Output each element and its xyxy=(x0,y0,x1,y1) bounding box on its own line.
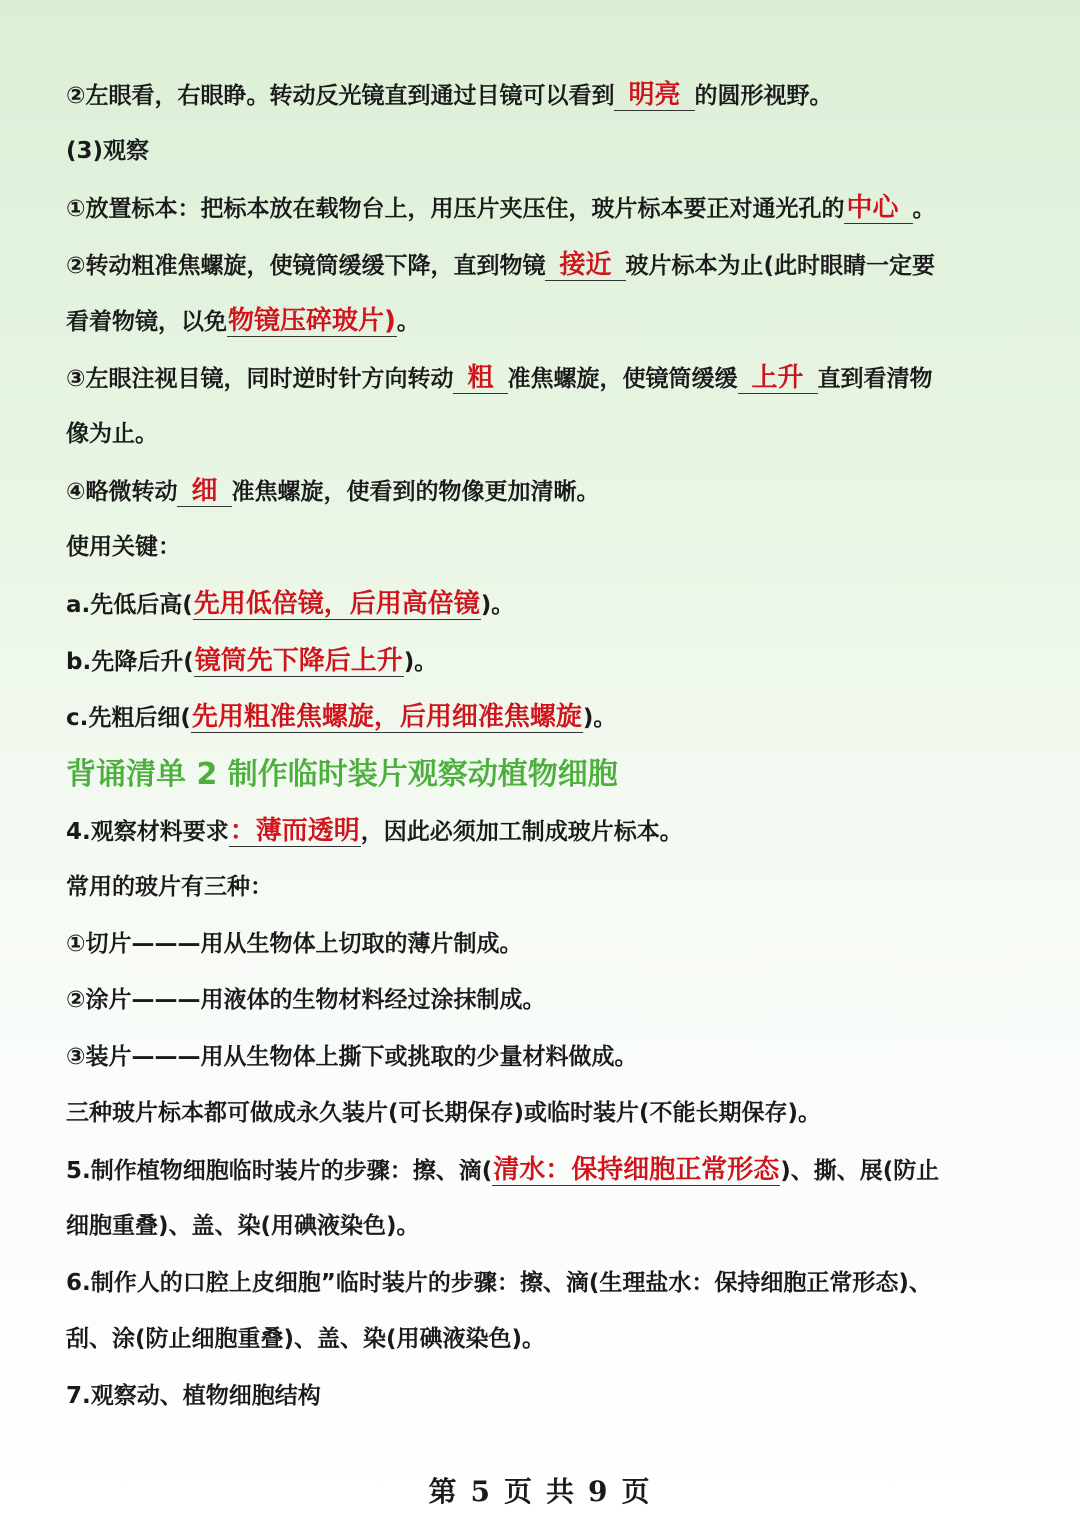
answer-blank: 物镜压碎玻片) xyxy=(228,306,396,336)
page-number: 5 xyxy=(470,1475,492,1508)
line-key-a: a.先低后高(先用低倍镜，后用高倍镜)。 xyxy=(66,589,515,619)
line-coarse-focus-down: ②转动粗准焦螺旋，使镜筒缓缓下降，直到物镜 接近 玻片标本为止(此时眼睛一定要 xyxy=(66,250,936,280)
line-material-requirement: 4.观察材料要求：薄而透明，因此必须加工制成玻片标本。 xyxy=(66,816,683,846)
line-avoid-crush: 看着物镜，以免物镜压碎玻片)。 xyxy=(66,306,420,336)
section-heading: 背诵清单 2 制作临时装片观察动植物细胞 xyxy=(66,757,618,792)
answer-blank: 细 xyxy=(177,476,231,507)
answer-blank: ：薄而透明 xyxy=(229,816,360,846)
line-permanent-temporary: 三种玻片标本都可做成永久装片(可长期保存)或临时装片(不能长期保存)。 xyxy=(66,1100,822,1126)
page-footer: 第 5 页 共 9 页 xyxy=(428,1475,652,1508)
line-place-specimen: ①放置标本：把标本放在载物台上，用压片夹压住，玻片标本要正对通光孔的中心 。 xyxy=(66,193,936,223)
line-plant-cell-steps: 5.制作植物细胞临时装片的步骤：擦、滴(清水：保持细胞正常形态)、撕、展(防止 xyxy=(66,1155,940,1185)
line-observe-title: (3)观察 xyxy=(66,138,150,164)
line-cheek-cell-steps: 6.制作人的口腔上皮细胞”临时装片的步骤：擦、滴(生理盐水：保持细胞正常形态)、 xyxy=(66,1270,932,1296)
line-observe-structure: 7.观察动、植物细胞结构 xyxy=(66,1383,321,1409)
answer-blank: 先用低倍镜，后用高倍镜 xyxy=(193,589,480,619)
answer-blank: 明亮 xyxy=(614,80,694,111)
line-plant-cell-steps-cont: 细胞重叠)、盖、染(用碘液染色)。 xyxy=(66,1213,420,1239)
line-key-c: c.先粗后细(先用粗准焦螺旋，后用细准焦螺旋)。 xyxy=(66,702,617,732)
line-cheek-cell-steps-cont: 刮、涂(防止细胞重叠)、盖、染(用碘液染色)。 xyxy=(66,1326,546,1352)
answer-blank: 上升 xyxy=(738,363,818,394)
line-mirror-adjust: ②左眼看，右眼睁。转动反光镜直到通过目镜可以看到 明亮 的圆形视野。 xyxy=(66,80,833,110)
answer-blank: 先用粗准焦螺旋，后用细准焦螺旋 xyxy=(191,702,582,732)
line-slide-types: 常用的玻片有三种： xyxy=(66,874,273,900)
answer-blank: 中心 xyxy=(844,193,912,224)
line-until-clear: 像为止。 xyxy=(66,421,158,447)
line-key-b: b.先降后升(镜筒先下降后上升)。 xyxy=(66,646,438,676)
line-key-points: 使用关键： xyxy=(66,534,181,560)
line-smear-slide: ②涂片———用液体的生物材料经过涂抹制成。 xyxy=(66,987,546,1013)
total-pages: 9 xyxy=(588,1475,610,1508)
answer-blank: 接近 xyxy=(545,250,625,281)
answer-blank: 粗 xyxy=(453,363,507,394)
line-coarse-focus-up: ③左眼注视目镜，同时逆时针方向转动 粗 准焦螺旋，使镜筒缓缓 上升 直到看清物 xyxy=(66,363,933,393)
line-section-slide: ①切片———用从生物体上切取的薄片制成。 xyxy=(66,931,523,957)
line-fine-focus: ④略微转动 细 准焦螺旋，使看到的物像更加清晰。 xyxy=(66,476,600,506)
answer-blank: 镜筒先下降后上升 xyxy=(194,646,403,676)
line-mount-slide: ③装片———用从生物体上撕下或挑取的少量材料做成。 xyxy=(66,1044,638,1070)
answer-blank: 清水：保持细胞正常形态 xyxy=(493,1155,780,1185)
